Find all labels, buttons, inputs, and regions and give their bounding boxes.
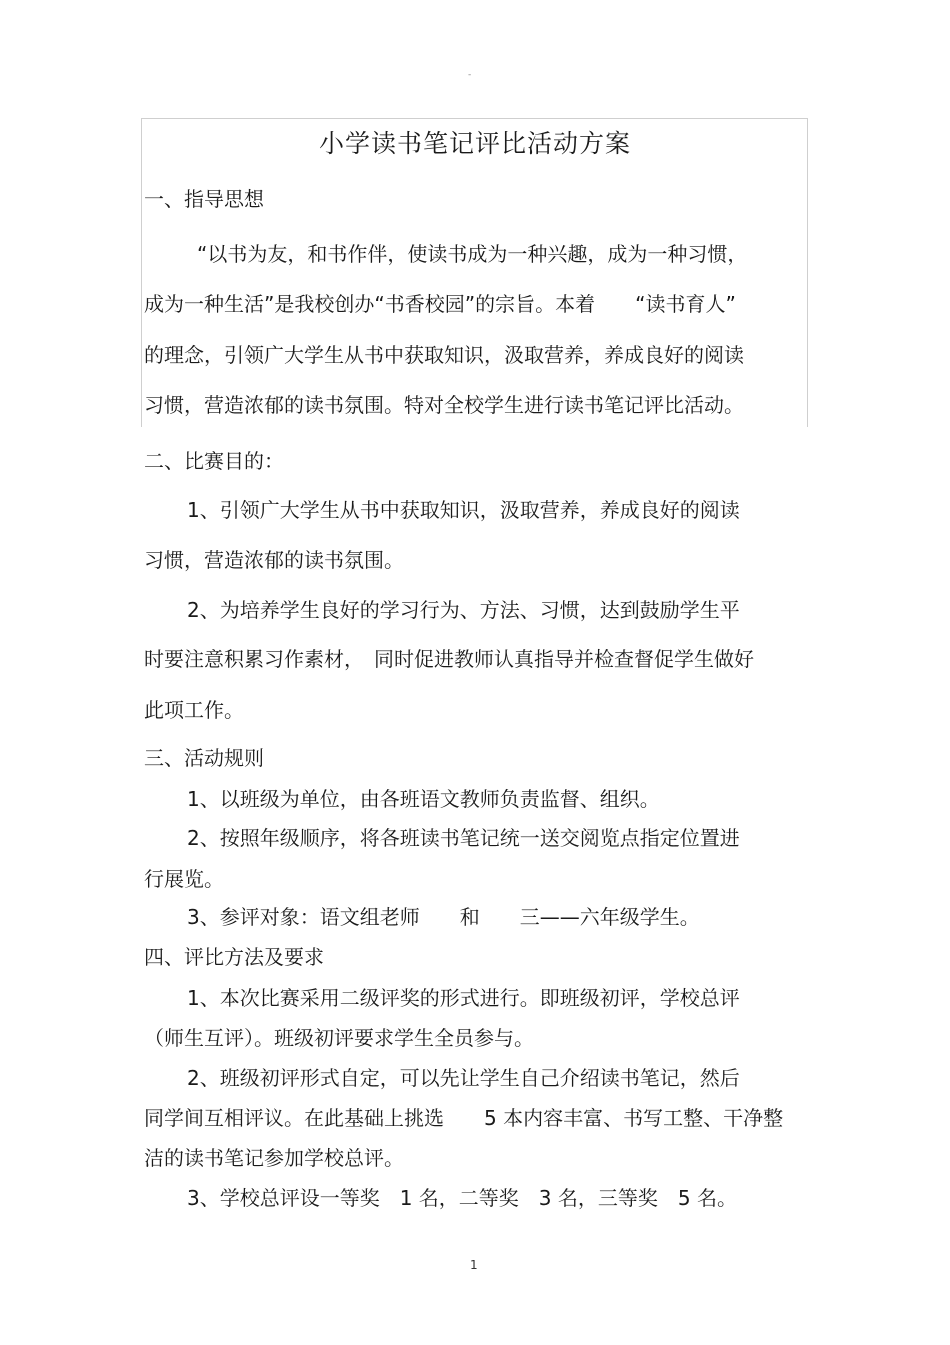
paragraph-line: 成为一种生活”是我校创办“书香校园”的宗旨。本着 “读书育人” [144,292,736,316]
paragraph-line: 此项工作。 [144,698,244,722]
paragraph-line: 3、参评对象：语文组老师 和 三——六年级学生。 [187,905,700,929]
paragraph-line: （师生互评）。班级初评要求学生全员参与。 [144,1026,534,1050]
paragraph-line: 习惯，营造浓郁的读书氛围。 [144,548,404,572]
paragraph-line: 1、引领广大学生从书中获取知识，汲取营养，养成良好的阅读 [187,498,740,522]
paragraph-line: 的理念，引领广大学生从书中获取知识，汲取营养，养成良好的阅读 [144,343,744,367]
paragraph-line: 洁的读书笔记参加学校总评。 [144,1146,404,1170]
paragraph-line: 1、以班级为单位，由各班语文教师负责监督、组织。 [187,787,660,811]
paragraph-line: 1、本次比赛采用二级评奖的形式进行。即班级初评，学校总评 [187,986,740,1010]
paragraph-line: 习惯，营造浓郁的读书氛围。特对全校学生进行读书笔记评比活动。 [144,393,744,417]
heading-evaluation-method: 四、评比方法及要求 [144,945,324,969]
top-mark: - [468,70,472,80]
page-number: 1 [470,1258,478,1272]
paragraph-line: 2、为培养学生良好的学习行为、方法、习惯，达到鼓励学生平 [187,598,740,622]
section-frame [141,118,808,427]
paragraph-line: 同学间互相评议。在此基础上挑选 5 本内容丰富、书写工整、干净整 [144,1106,784,1130]
paragraph-line: “以书为友，和书作伴，使读书成为一种兴趣，成为一种习惯， [197,242,748,266]
paragraph-line: 时要注意积累习作素材， 同时促进教师认真指导并检查督促学生做好 [144,647,754,671]
heading-activity-rules: 三、活动规则 [144,746,264,770]
paragraph-line: 3、学校总评设一等奖 1 名，二等奖 3 名，三等奖 5 名。 [187,1186,737,1210]
document-title: 小学读书笔记评比活动方案 [318,129,631,158]
paragraph-line: 2、按照年级顺序，将各班读书笔记统一送交阅览点指定位置进 [187,826,740,850]
paragraph-line: 2、班级初评形式自定，可以先让学生自己介绍读书笔记，然后 [187,1066,740,1090]
heading-guiding-ideology: 一、指导思想 [144,187,264,211]
paragraph-line: 行展览。 [144,867,224,891]
heading-competition-goal: 二、比赛目的： [144,449,284,473]
